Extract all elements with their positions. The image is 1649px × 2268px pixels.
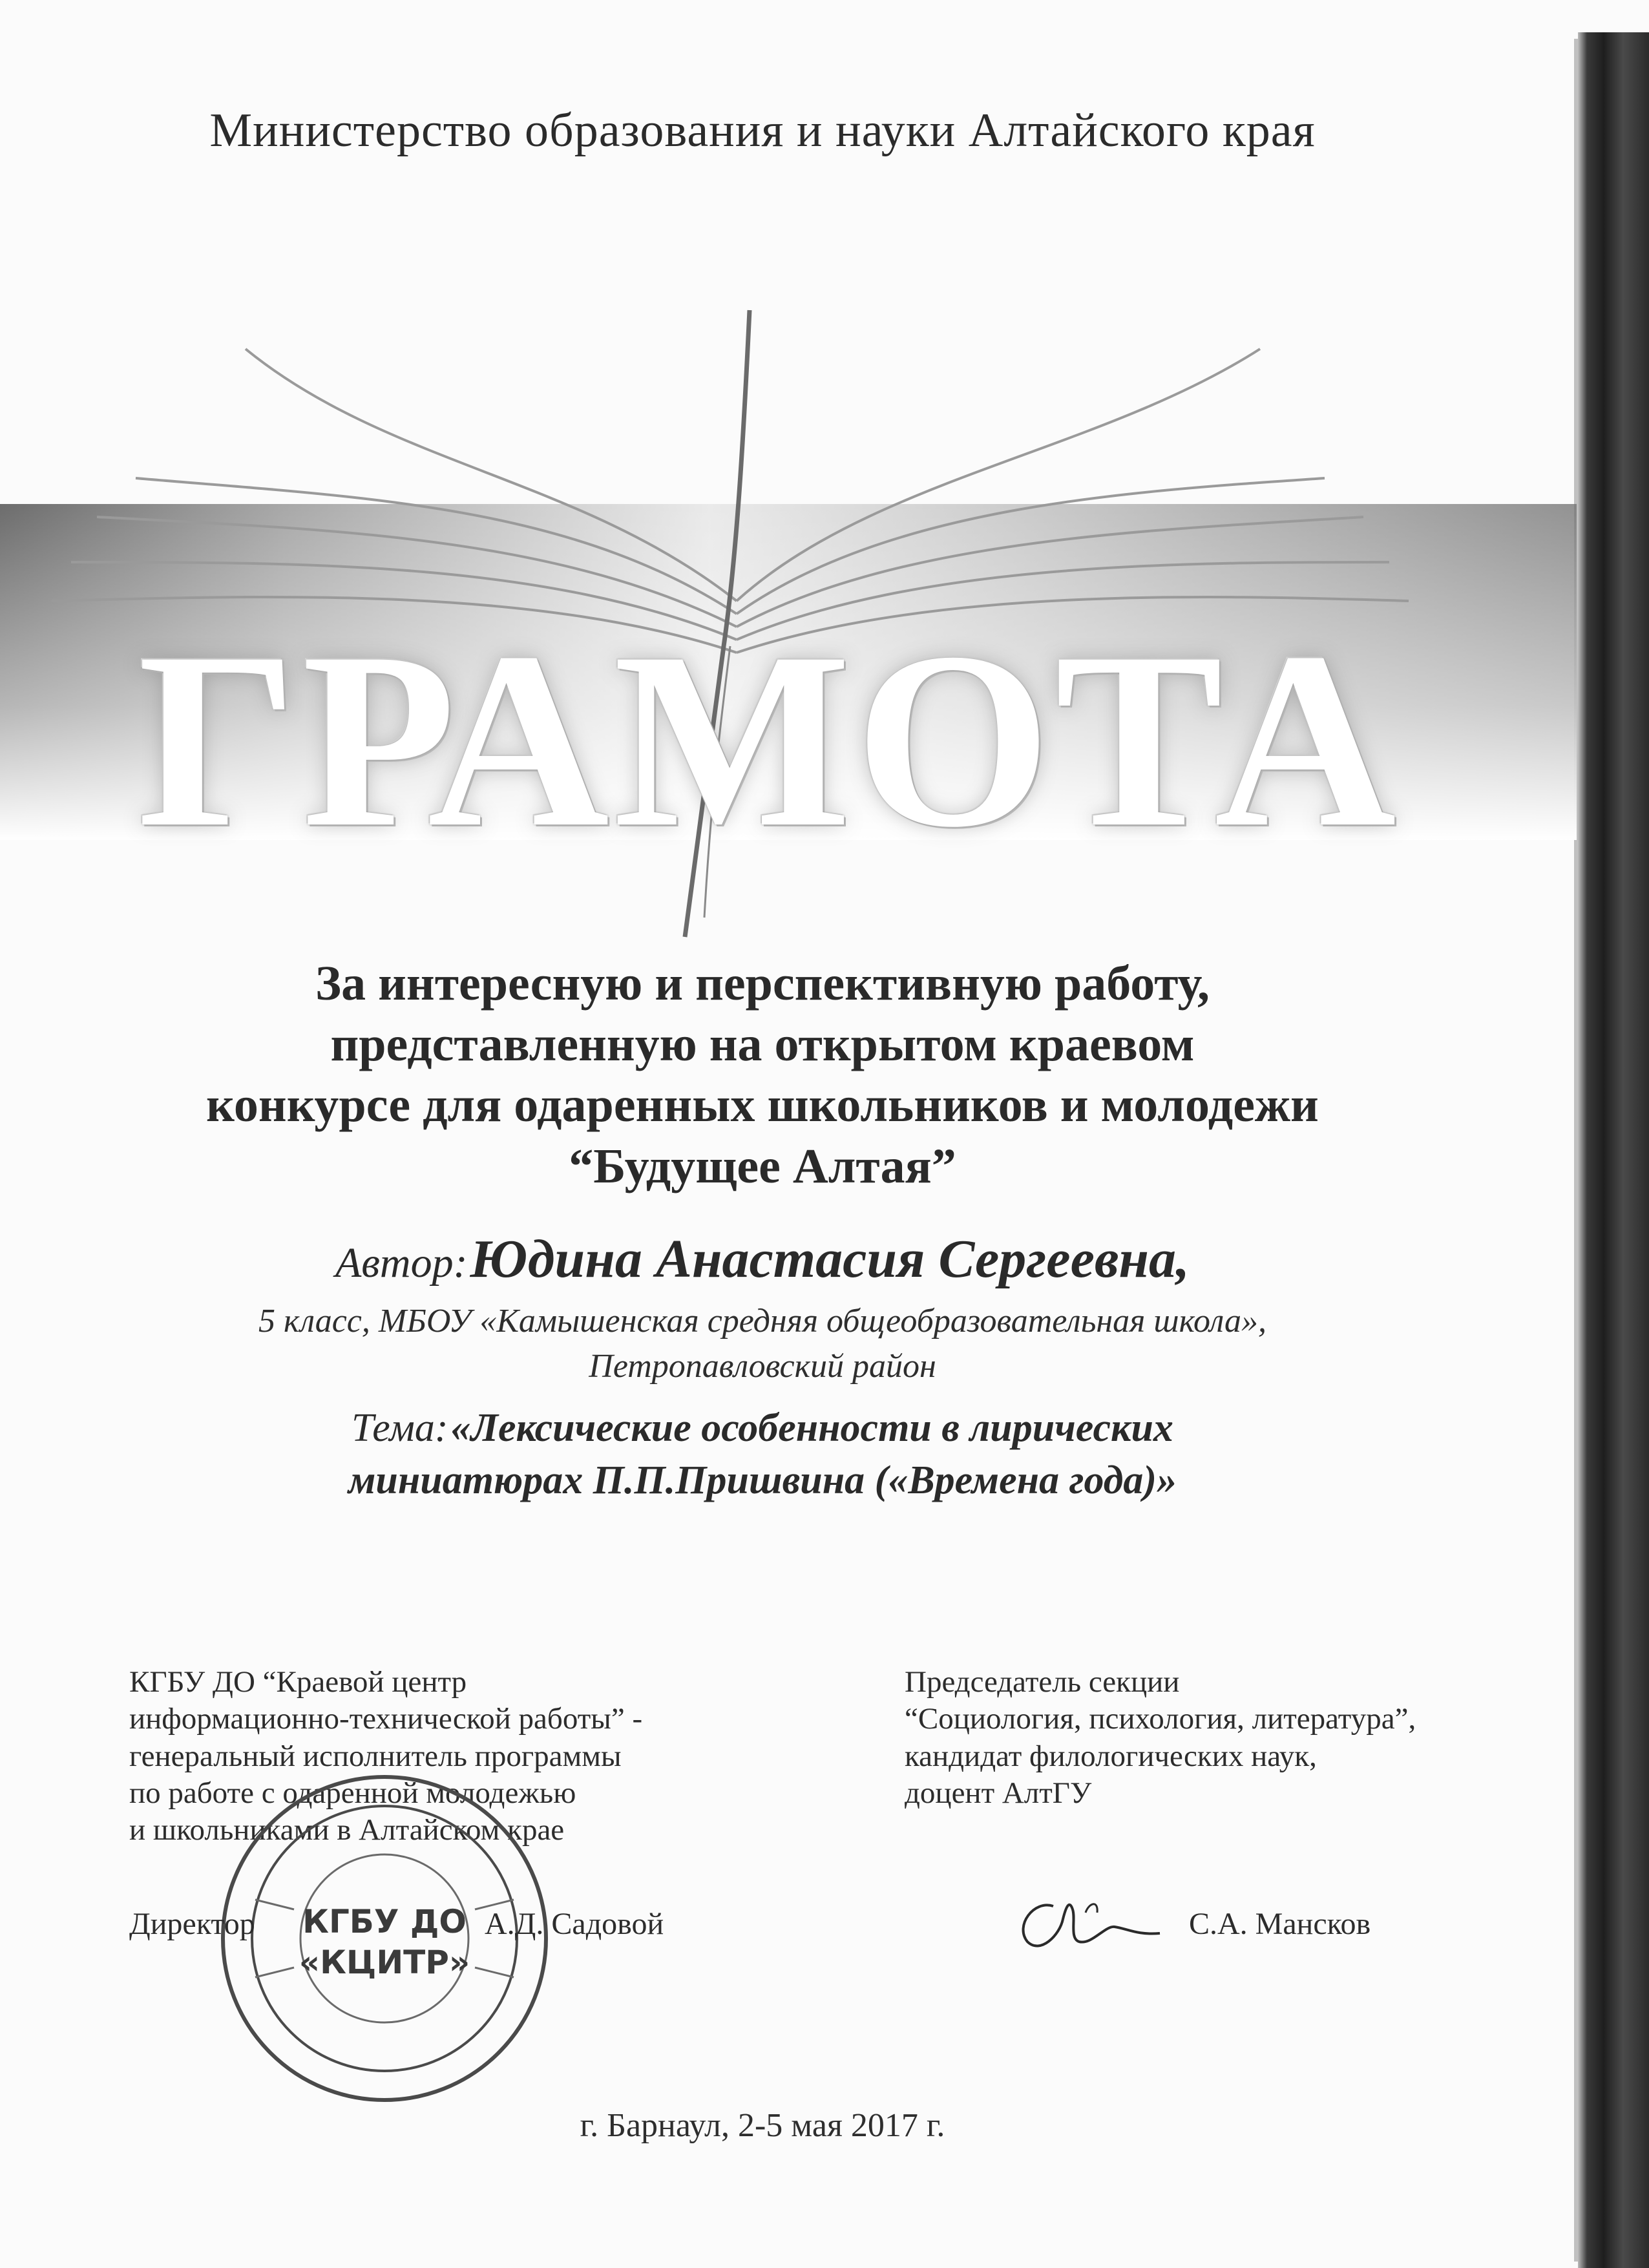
- award-line: представленную на открытом краевом: [330, 1017, 1195, 1072]
- certificate-title: ГРАМОТА: [138, 600, 1400, 879]
- school-line: 5 класс, МБОУ «Камышенская средняя общеобразовательная школа»,: [258, 1303, 1266, 1339]
- director-name: А.Д. Садовой: [485, 1907, 664, 1941]
- author-line: [0, 1228, 1525, 1290]
- award-statement: [0, 953, 1525, 1197]
- stamp-line: «КЦИТР»: [299, 1944, 470, 1981]
- organizer-line: генеральный исполнитель программы: [129, 1739, 622, 1773]
- organizer-line: и школьниками в Алтайском крае: [129, 1813, 565, 1847]
- chair-line: Председатель секции: [905, 1665, 1180, 1699]
- organizer-line: по работе с одаренной молодежью: [129, 1776, 576, 1810]
- scan-dark-edge: [1578, 32, 1649, 2268]
- ministry-heading: Министерство образования и науки Алтайского края: [209, 104, 1316, 157]
- stamp-line: КГБУ ДО: [302, 1903, 467, 1940]
- theme-line: миниатюрах П.П.Пришвина («Времена года)»: [348, 1458, 1177, 1502]
- organizer-line: информационно-технической работы” -: [129, 1702, 643, 1736]
- author-label: Автор:: [335, 1239, 468, 1286]
- award-line: конкурсе для одаренных школьников и молодежи: [206, 1078, 1319, 1133]
- author-school: [0, 1299, 1525, 1389]
- chair-line: доцент АлтГУ: [905, 1776, 1092, 1810]
- theme-line: «Лексические особенности в лирических: [450, 1406, 1173, 1450]
- award-line: За интересную и перспективную работу,: [315, 956, 1210, 1011]
- theme-label: Тема:: [352, 1406, 448, 1450]
- chair-line: кандидат филологических наук,: [905, 1739, 1317, 1773]
- chair-line: “Социология, психология, литература”,: [905, 1702, 1416, 1736]
- director-label: Директор: [129, 1907, 255, 1941]
- chair-name: С.А. Мансков: [1189, 1907, 1371, 1941]
- award-line: “Будущее Алтая”: [569, 1139, 956, 1193]
- section-chair-block: [905, 1664, 1486, 1812]
- organizer-line: КГБУ ДО “Краевой центр: [129, 1665, 467, 1699]
- theme-block: [0, 1402, 1525, 1506]
- city-date: г. Барнаул, 2-5 мая 2017 г.: [580, 2107, 945, 2144]
- district-line: Петропавловский район: [589, 1348, 936, 1385]
- author-name: Юдина Анастасия Сергеевна,: [470, 1229, 1190, 1289]
- signature-icon: [1008, 1880, 1163, 1958]
